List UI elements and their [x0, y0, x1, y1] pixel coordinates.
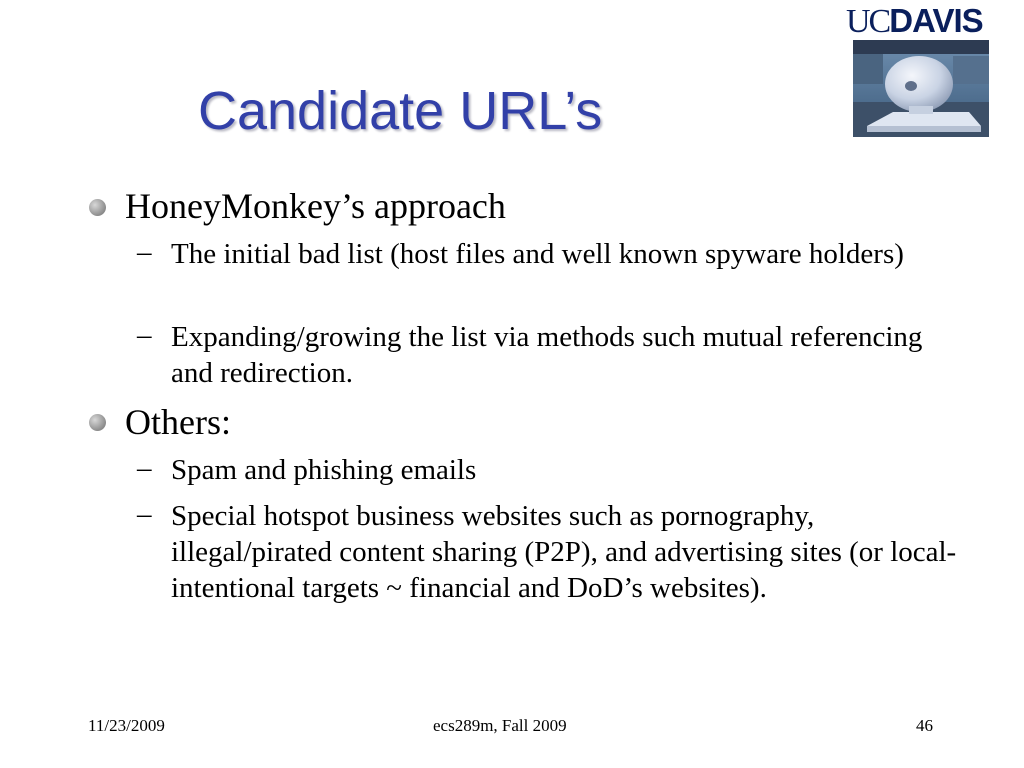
footer-page-number: 46: [916, 716, 933, 735]
footer-date: 11/23/2009: [88, 716, 165, 735]
uc-davis-logo: [846, 4, 1018, 38]
sub-bullet-item: The initial bad list (host files and well known spyware holders): [171, 238, 904, 270]
bullet-item: Others:: [125, 402, 231, 442]
footer-course: ecs289m, Fall 2009: [433, 716, 567, 735]
egghead-sculpture-photo: [853, 40, 989, 137]
sub-bullet-dash: –: [137, 236, 152, 268]
bullet-dot: [89, 199, 106, 216]
logo-wordmark: UCDAVIS: [846, 2, 983, 40]
sub-bullet-item: Spam and phishing emails: [171, 454, 477, 486]
sub-bullet-dash: –: [137, 319, 152, 351]
bullet-item: HoneyMonkey’s approach: [125, 186, 506, 226]
slide-title: Candidate URL’s: [198, 81, 603, 141]
sub-bullet-item: Special hotspot business websites such as pornography, illegal/pirated content sharing (P2P), and advertising sites (or local-intentional targets ~ financial and DoD’s websites).: [171, 500, 957, 604]
sub-bullet-item: Expanding/growing the list via methods such mutual referencing and redirection.: [171, 321, 923, 389]
sub-bullet-dash: –: [137, 452, 152, 484]
bullet-dot: [89, 414, 106, 431]
sub-bullet-dash: –: [137, 498, 152, 530]
